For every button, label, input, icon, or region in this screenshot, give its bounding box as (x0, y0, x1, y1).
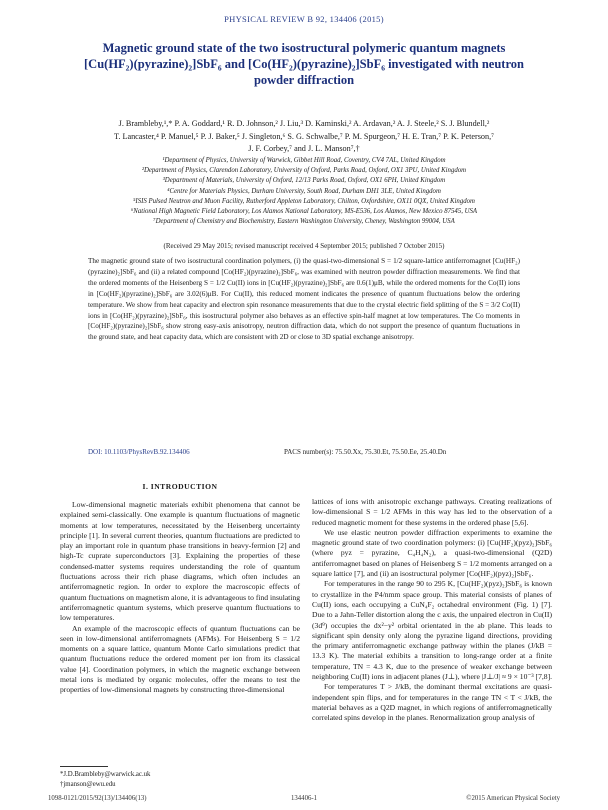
author-line: J. F. Corbey,⁷ and J. L. Manson⁷,† (248, 144, 360, 153)
right-column (312, 497, 552, 724)
affiliation: ⁷Department of Chemistry and Biochemistry, Eastern Washington University, Cheney, Washington 99004, USA (153, 218, 455, 226)
pacs-numbers: PACS number(s): 75.50.Xx, 75.30.Et, 75.50.Ee, 25.40.Dn (284, 448, 447, 456)
author-line: J. Brambleby,¹,* P. A. Goddard,¹ R. D. Johnson,² J. Liu,³ D. Kaminski,² A. Ardavan,² A. J. Steele,² S. J. Blundell,² (118, 119, 490, 128)
page-number: 134406-1 (290, 795, 318, 802)
received-dates: (Received 29 May 2015; revised manuscript received 4 September 2015; published 7 October 2015) (163, 242, 445, 250)
paragraph: For temperatures T > J/kB, the dominant thermal excitations are quasi-independent spin flips, and for temperatures in the range TN < T < J/kB, the material behaves as a Q2D magnet, in which regions of antiferromagnetically correlated spins develop in the planes. Renormalization group analysis of (312, 682, 552, 723)
affiliation: ²Department of Physics, Clarendon Laboratory, University of Oxford, Parks Road, Oxford, OX1 3PU, United Kingdom (141, 167, 467, 175)
affiliation: ⁵ISIS Pulsed Neutron and Muon Facility, Rutherford Appleton Laboratory, Chilton, Oxfordshire, OX11 0QX, United Kingdom (133, 197, 475, 205)
footnote-email[interactable]: †jmanson@ewu.edu (60, 780, 116, 788)
footnote-divider (60, 766, 108, 767)
journal-header: PHYSICAL REVIEW B 92, 134406 (2015) (224, 14, 384, 24)
paragraph: Low-dimensional magnetic materials exhibit phenomena that cannot be explained semi-classically. One example is quantum fluctuations of magnetic moments at low temperatures, necessitated by the Heisenberg uncertainty principle [1]. In several current theories, quantum fluctuations are predicted to play an important role in quantum phase transitions in heavy-fermion [2] and high-Tc cuprate superconductors [3]. Explaining the properties of these condensed-matter systems requires understanding the role of quantum fluctuations across their rich phase diagrams, which often includes an antiferromagnetic region. In order to explore the macroscopic effects of quantum fluctuations on magnetism alone, it is advantageous to find insulating antiferromagnetic quantum systems, which preserve quantum fluctuations to low temperatures. (60, 500, 300, 623)
paragraph: An example of the macroscopic effects of quantum fluctuations can be seen in low-dimensional antiferromagnets (AFMs). For Heisenberg S = 1/2 moments on a square lattice, quantum Monte Carlo simulations predict that quantum fluctuations reduce the ordered moment per ion from its classical value [4]. Coordination polymers, in which the magnetic exchange between metal ions is mediated by organic molecules, offer the means to test the properties of low-dimensional magnets by constructing three-dimensional (60, 623, 300, 695)
title-line: powder diffraction (253, 73, 355, 87)
footnote-email[interactable]: *J.D.Brambleby@warwick.ac.uk (60, 771, 151, 778)
footnotes (60, 770, 300, 789)
abstract: The magnetic ground state of two isostructural coordination polymers, (i) the quasi-two-dimensional S = 1/2 square-lattice antiferromagnet [Cu(HF₂)(pyrazine)₂]SbF₆ and (ii) a related compound [Co(HF₂)(pyrazine)₂]SbF₆, was examined with neutron powder diffraction measurements. We find that the ordered moments of the Heisenberg S = 1/2 Cu(II) ions in [Cu(HF₂)(pyrazine)₂]SbF₆ are 0.6(1)μB, while the ordered moments for the Co(II) ions in [Co(HF₂)(pyrazine)₂]SbF₆ are 3.02(6)μB. For Cu(II), this reduced moment indicates the presence of quantum fluctuations below the ordering temperature. We show from heat capacity and electron spin resonance measurements that due to the crystal electric field splitting of the S = 3/2 Co(II) ions in [Co(HF₂)(pyrazine)₂]SbF₆, this isostructural polymer also behaves as an effective spin-half magnet at low temperatures. The Co moments in [Co(HF₂)(pyrazine)₂]SbF₆ show strong easy-axis anisotropy, neutron diffraction data, which do not support the presence of quantum fluctuations in the ground state, and heat capacity data, which are consistent with 2D or close to 3D spatial exchange anisotropy. (88, 257, 520, 342)
affiliation-list (40, 156, 568, 227)
title-line: Magnetic ground state of the two isostructural polymeric quantum magnets (102, 41, 506, 55)
affiliation: ¹Department of Physics, University of Warwick, Gibbet Hill Road, Coventry, CV4 7AL, United Kingdom (162, 157, 446, 164)
doi-pacs-line (88, 448, 520, 456)
paragraph: We use elastic neutron powder diffraction experiments to examine the magnetic ground state of two coordination polymers: (i) [Cu(HF₂)(pyz)₂]SbF₆ (where pyz = pyrazine, C₄H₄N₂), a quasi-two-dimensional (Q2D) antiferromagnet based on planes of Heisenberg S = 1/2 moments arranged on a square lattice [7], and (ii) an isostructural polymer [Co(HF₂)(pyz)₂]SbF₆. (312, 527, 552, 579)
section-heading: I. INTRODUCTION (142, 482, 218, 491)
author-line: T. Lancaster,⁴ P. Manuel,⁵ P. J. Baker,⁵ J. Singleton,⁶ S. G. Schwalbe,⁷ P. M. Spurgeon,⁷ H. E. Tran,⁷ P. K. Peterson,⁷ (113, 131, 495, 141)
footer-issn: 1098-0121/2015/92(13)/134406(13) (48, 795, 147, 802)
footer-copyright: ©2015 American Physical Society (466, 795, 560, 802)
left-column (60, 500, 300, 696)
title-line: [Cu(HF₂)(pyrazine)₂]SbF₆ and [Co(HF₂)(pyrazine)₂]SbF₆ investigated with neutron (84, 57, 524, 71)
doi-link[interactable]: DOI: 10.1103/PhysRevB.92.134406 (88, 448, 190, 456)
affiliation: ⁶National High Magnetic Field Laboratory, Los Alamos National Laboratory, MS-E536, Los Alamos, New Mexico 87545, USA (130, 208, 478, 216)
page-footer (48, 795, 560, 805)
author-list (50, 118, 558, 156)
paper-title (70, 40, 538, 88)
affiliation: ³Department of Materials, University of Oxford, 12/13 Parks Road, Oxford, OX1 6PH, United Kingdom (162, 177, 446, 185)
paragraph: For temperatures in the range 90 to 295 K, [Cu(HF₂)(pyz)₂]SbF₆ is known to crystallize in the P4/nmm space group. This material consists of planes of Cu(II) ions, each occupying a CuN₄F₂ octahedral environment (Fig. 1) [7]. Due to a Jahn-Teller distortion along the c axis, the unpaired electron in Cu(II) (3d⁹) occupies the dx²−y² orbital orientated in the ab plane. This leads to significant spin density only along the pyrazine ligand directions, providing the primary antiferromagnetic exchange pathway within the planes (J/kB = 13.3 K). The material exhibits a transition to long-range order at a finite temperature, TN = 4.3 K, due to the presence of weaker exchange between neighboring Cu(II) ions in adjacent planes (J⊥), where |J⊥/J| ≈ 9 × 10⁻³ [7,8]. (312, 579, 552, 682)
affiliation: ⁴Centre for Materials Physics, Durham University, South Road, Durham DH1 3LE, United Kingdom (167, 187, 441, 195)
paragraph: lattices of ions with anisotropic exchange pathways. Creating realizations of low-dimensional S = 1/2 AFMs in this way has led to the observation of a reduced magnetic moment for these systems in the ordered phase [5,6]. (312, 497, 552, 527)
